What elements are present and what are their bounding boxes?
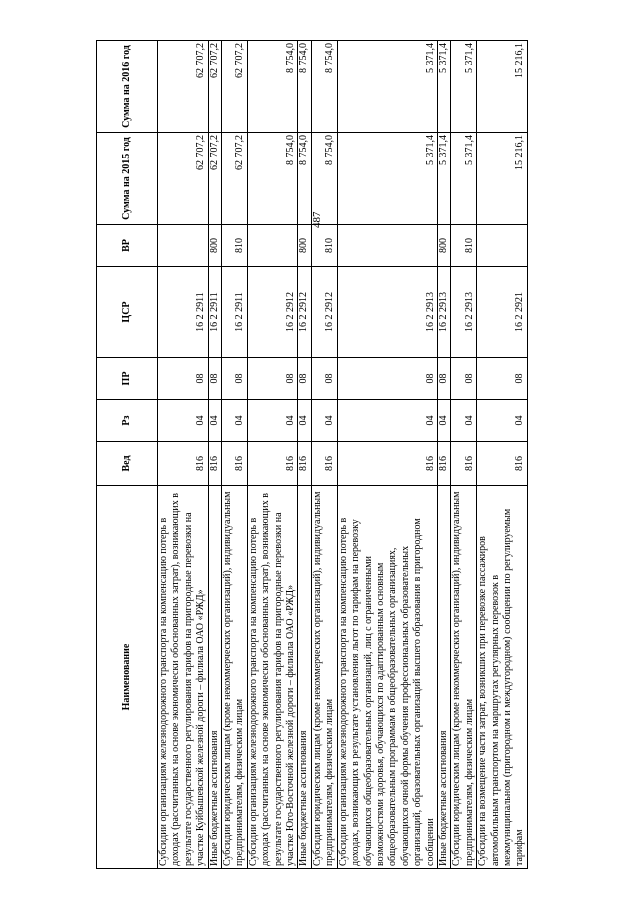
table-header-row bbox=[97, 41, 158, 869]
row-sum-2016: 5 371,4 bbox=[437, 41, 450, 133]
table-row bbox=[247, 41, 298, 869]
row-csr: 16 2 2911 bbox=[208, 267, 221, 358]
row-name: Субсидии организациям железнодорожного транспорта на компенсацию потерь в доходах, возникающих в результате установления льгот по тарифам на перевозку обучающихся общеобразовательных организаций, лиц с ограниченными возможностями здоровья, обучающихся по адаптированным основным общеобразовательным программам в общеобразовательных организациях, обучающихся очной формы обучения профессиональных образовательных организаций, образовательных организаций высшего образования в пригородном сообщении bbox=[337, 486, 437, 869]
row-ved: 816 bbox=[158, 442, 209, 486]
row-pr: 08 bbox=[158, 358, 209, 400]
row-sum-2015: 5 371,4 bbox=[451, 133, 477, 225]
row-sum-2015: 5 371,4 bbox=[337, 133, 437, 225]
table-row bbox=[477, 41, 528, 869]
row-csr: 16 2 2921 bbox=[477, 267, 528, 358]
row-rz: 04 bbox=[311, 400, 337, 442]
rotated-page-content bbox=[96, 41, 572, 869]
row-sum-2016: 5 371,4 bbox=[451, 41, 477, 133]
header-sum-2015: Сумма на 2015 год bbox=[97, 133, 158, 225]
row-rz: 04 bbox=[247, 400, 298, 442]
header-ved: Вед bbox=[97, 442, 158, 486]
row-name: Субсидии юридическим лицам (кроме некоммерческих организаций), индивидуальным предпринимателям, физическим лицам bbox=[451, 486, 477, 869]
row-ved: 816 bbox=[451, 442, 477, 486]
row-csr: 16 2 2912 bbox=[247, 267, 298, 358]
row-pr: 08 bbox=[298, 358, 311, 400]
row-ved: 816 bbox=[337, 442, 437, 486]
row-name: Субсидии организациям железнодорожного транспорта на компенсацию потерь в доходах (рассчитанных на основе экономически обоснованных затрат), возникающих в результате государственного регулирования тарифов на пригородные перевозки на участке Куйбышевской железной дороги – филиала ОАО «РЖД» bbox=[158, 486, 209, 869]
row-rz: 04 bbox=[208, 400, 221, 442]
table-row bbox=[451, 41, 477, 869]
row-ved: 816 bbox=[222, 442, 248, 486]
row-rz: 04 bbox=[158, 400, 209, 442]
row-pr: 08 bbox=[451, 358, 477, 400]
row-pr: 08 bbox=[222, 358, 248, 400]
row-sum-2015: 8 754,0 bbox=[247, 133, 298, 225]
row-name: Субсидии организациям железнодорожного транспорта на компенсацию потерь в доходах (рассчитанных на основе экономически обоснованных затрат), возникающих в результате государственного регулирования тарифов на пригородные перевозки на участке Юго-Восточной железной дороги – филиала ОАО «РЖД» bbox=[247, 486, 298, 869]
table-row bbox=[208, 41, 221, 869]
table-row bbox=[222, 41, 248, 869]
row-sum-2015: 8 754,0 bbox=[298, 133, 311, 225]
row-sum-2016: 62 707,2 bbox=[158, 41, 209, 133]
row-ved: 816 bbox=[477, 442, 528, 486]
row-ved: 816 bbox=[298, 442, 311, 486]
row-vr: 810 bbox=[222, 225, 248, 267]
row-name: Иные бюджетные ассигнования bbox=[208, 486, 221, 869]
row-sum-2015: 62 707,2 bbox=[222, 133, 248, 225]
row-csr: 16 2 2913 bbox=[337, 267, 437, 358]
row-sum-2015: 8 754,0 bbox=[311, 133, 337, 225]
row-csr: 16 2 2912 bbox=[298, 267, 311, 358]
row-csr: 16 2 2911 bbox=[158, 267, 209, 358]
row-sum-2016: 8 754,0 bbox=[311, 41, 337, 133]
header-vr: ВР bbox=[97, 225, 158, 267]
row-name: Иные бюджетные ассигнования bbox=[298, 486, 311, 869]
row-rz: 04 bbox=[477, 400, 528, 442]
row-sum-2015: 15 216,1 bbox=[477, 133, 528, 225]
row-vr: 800 bbox=[437, 225, 450, 267]
row-vr bbox=[247, 225, 298, 267]
row-ved: 816 bbox=[437, 442, 450, 486]
header-rz: Рз bbox=[97, 400, 158, 442]
row-vr: 810 bbox=[311, 225, 337, 267]
budget-table bbox=[96, 40, 528, 869]
row-vr bbox=[477, 225, 528, 267]
row-rz: 04 bbox=[298, 400, 311, 442]
header-name: Наименование bbox=[97, 486, 158, 869]
row-pr: 08 bbox=[311, 358, 337, 400]
row-vr: 810 bbox=[451, 225, 477, 267]
row-name: Субсидии юридическим лицам (кроме некоммерческих организаций), индивидуальным предпринимателям, физическим лицам bbox=[311, 486, 337, 869]
row-name: Иные бюджетные ассигнования bbox=[437, 486, 450, 869]
row-pr: 08 bbox=[337, 358, 437, 400]
row-vr: 800 bbox=[298, 225, 311, 267]
row-sum-2016: 62 707,2 bbox=[222, 41, 248, 133]
page-number: 487 bbox=[311, 211, 323, 228]
row-csr: 16 2 2913 bbox=[437, 267, 450, 358]
row-rz: 04 bbox=[222, 400, 248, 442]
row-pr: 08 bbox=[477, 358, 528, 400]
row-pr: 08 bbox=[208, 358, 221, 400]
row-rz: 04 bbox=[451, 400, 477, 442]
row-name: Субсидии на возмещение части затрат, возникших при перевозке пассажиров автомобильным транспортом на маршрутах регулярных перевозок в межмуниципальном (пригородном и междугородном) сообщении по регулируемым тарифам bbox=[477, 486, 528, 869]
row-vr bbox=[158, 225, 209, 267]
row-pr: 08 bbox=[247, 358, 298, 400]
row-csr: 16 2 2913 bbox=[451, 267, 477, 358]
row-csr: 16 2 2911 bbox=[222, 267, 248, 358]
row-sum-2016: 62 707,2 bbox=[208, 41, 221, 133]
table-row bbox=[158, 41, 209, 869]
row-ved: 816 bbox=[247, 442, 298, 486]
row-ved: 816 bbox=[311, 442, 337, 486]
row-sum-2016: 15 216,1 bbox=[477, 41, 528, 133]
row-vr: 800 bbox=[208, 225, 221, 267]
row-rz: 04 bbox=[337, 400, 437, 442]
row-vr bbox=[337, 225, 437, 267]
header-csr: ЦСР bbox=[97, 267, 158, 358]
table-row bbox=[337, 41, 437, 869]
row-rz: 04 bbox=[437, 400, 450, 442]
header-sum-2016: Сумма на 2016 год bbox=[97, 41, 158, 133]
row-sum-2015: 62 707,2 bbox=[208, 133, 221, 225]
row-sum-2016: 8 754,0 bbox=[298, 41, 311, 133]
row-csr: 16 2 2912 bbox=[311, 267, 337, 358]
row-sum-2015: 5 371,4 bbox=[437, 133, 450, 225]
row-sum-2016: 8 754,0 bbox=[247, 41, 298, 133]
row-name: Субсидии юридическим лицам (кроме некоммерческих организаций), индивидуальным предпринимателям, физическим лицам bbox=[222, 486, 248, 869]
row-ved: 816 bbox=[208, 442, 221, 486]
table-row bbox=[311, 41, 337, 869]
table-row bbox=[298, 41, 311, 869]
header-pr: ПР bbox=[97, 358, 158, 400]
row-sum-2016: 5 371,4 bbox=[337, 41, 437, 133]
table-row bbox=[437, 41, 450, 869]
row-pr: 08 bbox=[437, 358, 450, 400]
row-sum-2015: 62 707,2 bbox=[158, 133, 209, 225]
